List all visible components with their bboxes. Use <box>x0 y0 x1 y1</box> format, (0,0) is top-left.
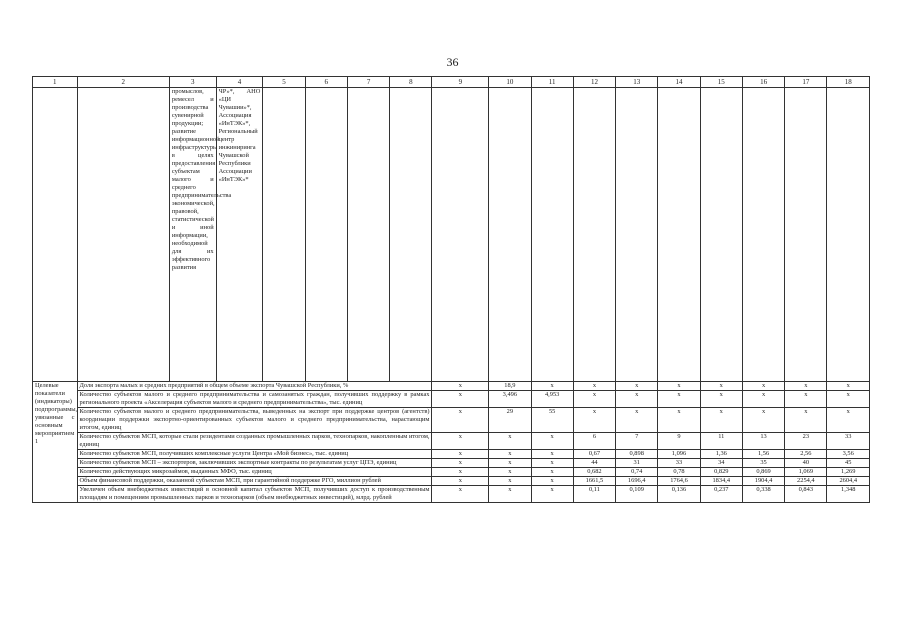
indicator-value: x <box>827 382 870 391</box>
indicator-value: x <box>432 477 489 486</box>
indicator-value: 9 <box>658 433 700 450</box>
indicator-value: 45 <box>827 459 870 468</box>
indicator-value: x <box>616 408 658 433</box>
indicator-value: x <box>531 450 573 459</box>
col-header: 12 <box>573 77 615 88</box>
indicator-name: Количество субъектов МСП – экспортеров, заключивших экспортные контракты по результатам услуг ЦПЭ, единиц <box>77 459 432 468</box>
col-header: 17 <box>785 77 827 88</box>
indicator-row <box>33 450 870 459</box>
indicator-row <box>33 433 870 450</box>
indicator-value: 31 <box>616 459 658 468</box>
indicator-value: x <box>489 486 531 503</box>
col-header: 9 <box>432 77 489 88</box>
indicator-name: Количество действующих микрозаймов, выданных МФО, тыс. единиц <box>77 468 432 477</box>
indicator-value: x <box>573 382 615 391</box>
indicator-value: x <box>573 408 615 433</box>
indicator-value: 0,67 <box>573 450 615 459</box>
indicator-value: 33 <box>658 459 700 468</box>
indicator-value: 2604,4 <box>827 477 870 486</box>
indicator-value: x <box>827 391 870 408</box>
col-header: 16 <box>742 77 784 88</box>
indicator-value: 0,869 <box>742 468 784 477</box>
indicator-value: 0,78 <box>658 468 700 477</box>
indicator-value: x <box>658 382 700 391</box>
indicator-value: 1,56 <box>742 450 784 459</box>
indicator-value: x <box>785 408 827 433</box>
indicator-value: x <box>700 382 742 391</box>
indicator-value: x <box>785 382 827 391</box>
page-number: 36 <box>446 55 459 69</box>
indicator-row <box>33 459 870 468</box>
measure-description: промыслов, ремесел и производства сувенирной продукции; развитие информационной инфраструктуры в целях предоставления субъектам малого и среднего предпринимательства экономической, правовой, статистической и иной информации, необходимой для их эффективного развития <box>169 88 216 382</box>
col-header: 4 <box>216 77 263 88</box>
indicator-value: 1,348 <box>827 486 870 503</box>
indicator-value: x <box>531 477 573 486</box>
column-number-row <box>33 77 870 88</box>
col-header: 1 <box>33 77 78 88</box>
indicator-value: 0,74 <box>616 468 658 477</box>
indicator-value: 0,843 <box>785 486 827 503</box>
indicator-value: 18,9 <box>489 382 531 391</box>
indicator-value: x <box>489 450 531 459</box>
col-header: 13 <box>616 77 658 88</box>
indicator-row <box>33 382 870 391</box>
col-header: 5 <box>263 77 305 88</box>
indicator-value: 1696,4 <box>616 477 658 486</box>
indicator-value: x <box>827 408 870 433</box>
col-header: 10 <box>489 77 531 88</box>
indicator-value: 7 <box>616 433 658 450</box>
indicator-value: 1661,5 <box>573 477 615 486</box>
indicator-value: 6 <box>573 433 615 450</box>
indicator-value: 0,338 <box>742 486 784 503</box>
indicator-name: Увеличен объем внебюджетных инвестиций в основной капитал субъектов МСП, получивших доступ к производственным площадям и помещениям промышленных парков и технопарков (объем внебюджетных инвестиций), млрд. рублей <box>77 486 432 503</box>
indicator-value: 55 <box>531 408 573 433</box>
indicator-value: 0,109 <box>616 486 658 503</box>
indicator-value: 33 <box>827 433 870 450</box>
indicator-value: 1834,4 <box>700 477 742 486</box>
indicator-row <box>33 391 870 408</box>
col-header: 15 <box>700 77 742 88</box>
indicator-row <box>33 477 870 486</box>
indicator-value: 1,269 <box>827 468 870 477</box>
indicator-value: x <box>700 391 742 408</box>
indicator-value: 34 <box>700 459 742 468</box>
indicator-name: Количество субъектов малого и среднего предпринимательства, выведенных на экспорт при поддержке центров (агентств) координации поддержки экспортно-ориентированных субъектов малого и среднего предпринимательства, нарастающим итогом, единиц <box>77 408 432 433</box>
indicator-value: x <box>616 391 658 408</box>
indicator-name: Объем финансовой поддержки, оказанной субъектам МСП, при гарантийной поддержке РГО, миллион рублей <box>77 477 432 486</box>
col-header: 6 <box>305 77 347 88</box>
col-header: 18 <box>827 77 870 88</box>
indicator-value: x <box>432 468 489 477</box>
indicator-value: 4,953 <box>531 391 573 408</box>
indicator-value: x <box>531 459 573 468</box>
indicator-value: 1,069 <box>785 468 827 477</box>
indicator-name: Количество субъектов МСП, получивших комплексные услуги Центра «Мой бизнес», тыс. единиц <box>77 450 432 459</box>
col-header: 11 <box>531 77 573 88</box>
indicator-row <box>33 486 870 503</box>
indicator-value: 1764,6 <box>658 477 700 486</box>
indicator-value: x <box>531 382 573 391</box>
indicator-value: x <box>432 408 489 433</box>
indicator-value: 29 <box>489 408 531 433</box>
indicator-value: x <box>489 433 531 450</box>
indicator-value: 0,898 <box>616 450 658 459</box>
indicator-value: 0,682 <box>573 468 615 477</box>
indicator-value: 40 <box>785 459 827 468</box>
indicator-value: x <box>432 459 489 468</box>
indicator-value: 23 <box>785 433 827 450</box>
indicator-value: 2254,4 <box>785 477 827 486</box>
indicator-value: x <box>531 486 573 503</box>
indicator-value: 35 <box>742 459 784 468</box>
indicator-value: 2,56 <box>785 450 827 459</box>
indicator-value: x <box>432 382 489 391</box>
indicator-value: x <box>531 468 573 477</box>
col-header: 2 <box>77 77 169 88</box>
indicator-value: x <box>742 391 784 408</box>
indicator-value: x <box>700 408 742 433</box>
indicator-row <box>33 408 870 433</box>
indicator-value: x <box>785 391 827 408</box>
indicator-value: x <box>432 450 489 459</box>
indicator-value: 11 <box>700 433 742 450</box>
indicator-value: 1,36 <box>700 450 742 459</box>
indicator-name: Количество субъектов малого и среднего предпринимательства и самозанятых граждан, получивших поддержку в рамках регионального проекта «Акселерация субъектов малого и среднего предпринимательства», тыс. единиц <box>77 391 432 408</box>
indicator-value: 3,496 <box>489 391 531 408</box>
responsible-executors: ЧР»*, АНО «ЦИ Чувашии»*, Ассоциация «ИнТЭК»*, Региональный центр инжиниринга Чувашской Республики Ассоциации «ИнТЭК»* <box>216 88 263 382</box>
indicator-value: 0,237 <box>700 486 742 503</box>
indicator-value: 1904,4 <box>742 477 784 486</box>
col-header: 7 <box>347 77 389 88</box>
indicator-value: x <box>658 408 700 433</box>
indicator-value: 13 <box>742 433 784 450</box>
indicator-value: x <box>573 391 615 408</box>
indicator-value: 3,56 <box>827 450 870 459</box>
col-header: 8 <box>390 77 432 88</box>
indicator-value: x <box>658 391 700 408</box>
indicator-value: x <box>489 468 531 477</box>
indicator-value: x <box>531 433 573 450</box>
indicator-value: 0,829 <box>700 468 742 477</box>
indicator-value: x <box>616 382 658 391</box>
indicator-name: Доля экспорта малых и средних предприятий в общем объеме экспорта Чувашской Республики, % <box>77 382 432 391</box>
indicator-value: x <box>432 391 489 408</box>
indicator-value: x <box>432 433 489 450</box>
indicator-value: x <box>742 408 784 433</box>
indicator-value: x <box>489 459 531 468</box>
indicator-value: x <box>489 477 531 486</box>
indicator-value: 0,136 <box>658 486 700 503</box>
indicator-value: 0,11 <box>573 486 615 503</box>
section-label: Целевые показатели (индикаторы) подпрограммы, увязанные с основным мероприятием 1 <box>33 382 78 503</box>
col-header: 3 <box>169 77 216 88</box>
indicator-value: 1,096 <box>658 450 700 459</box>
continued-measure-row <box>33 88 870 382</box>
indicator-value: x <box>432 486 489 503</box>
indicator-value: 44 <box>573 459 615 468</box>
indicators-table <box>32 76 870 503</box>
col-header: 14 <box>658 77 700 88</box>
indicator-value: x <box>742 382 784 391</box>
indicator-row <box>33 468 870 477</box>
indicator-name: Количество субъектов МСП, которые стали резидентами созданных промышленных парков, технопарков, накопленным итогом, единиц <box>77 433 432 450</box>
